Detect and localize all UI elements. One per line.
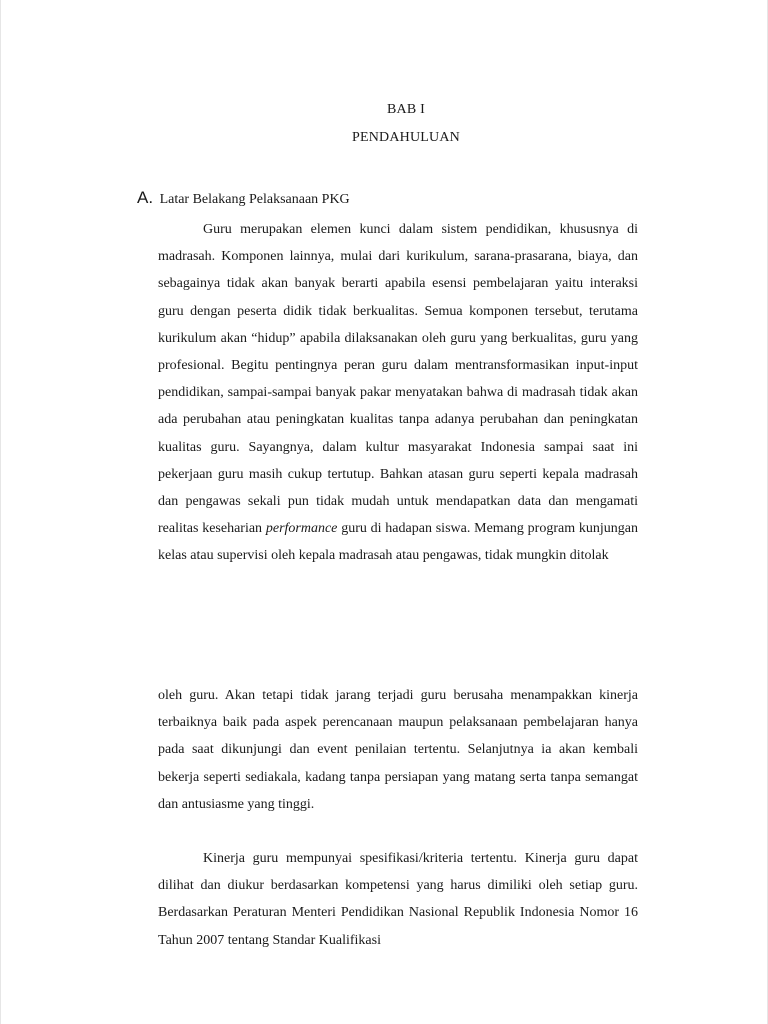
paragraph-1-text-b: guru di hadapan siswa. Memang program kunjungan kelas atau supervisi oleh kepala madrasah atau pengawas, tidak mungkin ditolak	[158, 521, 638, 564]
paragraph-1	[158, 216, 638, 570]
paragraph-3: Kinerja guru mempunyai spesifikasi/kriteria tertentu. Kinerja guru dapat dilihat dan diukur berdasarkan kompetensi yang harus dimiliki oleh setiap guru. Berdasarkan Peraturan Menteri Pendidikan Nasional Republik Indonesia Nomor 16 Tahun 2007 tentang Standar Kualifikasi	[158, 851, 638, 948]
section-heading	[137, 188, 350, 208]
chapter-title: PENDAHULUAN	[352, 130, 460, 145]
section-letter: A.	[137, 188, 154, 207]
section-heading-text: Latar Belakang Pelaksanaan PKG	[159, 192, 350, 207]
paragraph-2: oleh guru. Akan tetapi tidak jarang terjadi guru berusaha menampakkan kinerja terbaiknya baik pada aspek perencanaan maupun pelaksanaan pembelajaran hanya pada saat dikunjungi dan event penilaian tertentu. Selanjutnya ia akan kembali bekerja seperti sediakala, kadang tanpa persiapan yang matang serta tanpa semangat dan antusiasme yang tinggi.	[158, 688, 638, 812]
chapter-number: BAB I	[387, 102, 425, 117]
paragraph-1-emphasis: performance	[265, 521, 338, 537]
paragraph-1-text-a: Guru merupakan elemen kunci dalam sistem pendidikan, khususnya di madrasah. Komponen lainnya, mulai dari kurikulum, sarana-prasarana, biaya, dan sebagainya tidak akan banyak berarti apabila esensi pembelajaran yaitu interaksi guru dengan peserta didik tidak berkualitas. Semua komponen tersebut, terutama kurikulum akan “hidup” apabila dilaksanakan oleh guru yang berkualitas, guru yang profesional. Begitu pentingnya peran guru dalam mentransformasikan input-input pendidikan, sampai-sampai banyak pakar menyatakan bahwa di madrasah tidak akan ada perubahan atau peningkatan kualitas tanpa adanya perubahan dan peningkatan kualitas guru. Sayangnya, dalam kultur masyarakat Indonesia sampai saat ini pekerjaan guru masih cukup tertutup. Bahkan atasan guru seperti kepala madrasah dan pengawas sekali pun tidak mudah untuk mendapatkan data dan mengamati realitas keseharian	[158, 222, 638, 537]
